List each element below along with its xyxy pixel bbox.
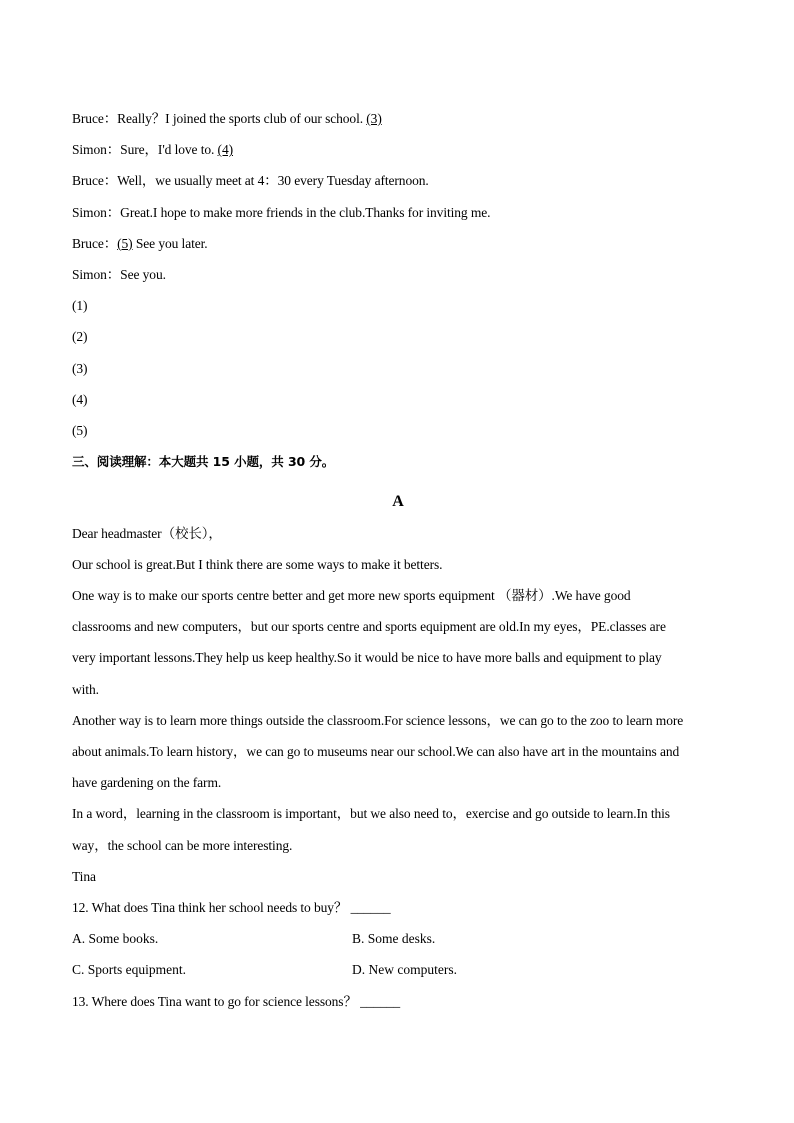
blank-marker: (5) <box>117 235 133 251</box>
dialogue-text: See you later. <box>132 235 208 251</box>
document-page <box>72 103 724 1017</box>
option-c: C. Sports equipment. <box>72 962 186 978</box>
passage-line: One way is to make our sports centre better and get more new sports equipment （器材）.We have good <box>72 588 631 604</box>
passage-line: classrooms and new computers，but our sports centre and sports equipment are old.In my eyes，PE.classes are <box>72 619 666 635</box>
dialogue-line-4 <box>72 197 724 228</box>
question-text: Where does Tina want to go for science lessons？ ______ <box>88 993 401 1009</box>
blank-marker: (3) <box>366 111 382 126</box>
answer-line-5: (5) <box>72 423 88 439</box>
options-row-1 <box>72 923 724 954</box>
passage-line: about animals.To learn history，we can go to museums near our school.We can also have art in the mountains and <box>72 744 680 760</box>
speaker: Bruce： <box>72 173 118 189</box>
passage-line: way，the school can be more interesting. <box>72 837 293 853</box>
speaker: Simon： <box>72 267 121 283</box>
option-d: D. New computers. <box>352 962 457 978</box>
blank-marker: (4) <box>217 142 233 158</box>
passage-signature: Tina <box>72 868 96 884</box>
answer-line-4: (4) <box>72 391 88 407</box>
dialogue-text: Really？I joined the sports club of our school. <box>117 111 367 126</box>
question-12 <box>72 892 724 923</box>
passage-line: very important lessons.They help us keep healthy.So it would be nice to have more balls and equipment to play <box>72 650 662 666</box>
dialogue-text: Sure，I'd love to. <box>120 142 218 158</box>
options-row-2 <box>72 954 724 985</box>
passage-line: In a word，learning in the classroom is important，but we also need to，exercise and go outside to learn.In this <box>72 806 670 822</box>
option-b: B. Some desks. <box>352 931 436 947</box>
answer-line-1: (1) <box>72 298 88 314</box>
question-text: What does Tina think her school needs to buy？ ______ <box>88 900 391 916</box>
speaker: Bruce： <box>72 111 118 126</box>
dialogue-text: See you. <box>120 267 166 283</box>
answer-line-2: (2) <box>72 329 88 345</box>
passage-line: Our school is great.But I think there are some ways to make it betters. <box>72 556 443 572</box>
speaker: Simon： <box>72 142 121 158</box>
dialogue-line-1 <box>72 103 724 134</box>
passage-line: with. <box>72 681 99 697</box>
passage-title: A <box>392 493 404 511</box>
dialogue-text: Well，we usually meet at 4：30 every Tuesday afternoon. <box>117 173 429 189</box>
dialogue-line-2 <box>72 134 724 165</box>
passage-line: Dear headmaster（校长）， <box>72 525 222 541</box>
passage-line: Another way is to learn more things outside the classroom.For science lessons，we can go to the zoo to learn more <box>72 712 684 728</box>
passage-line: have gardening on the farm. <box>72 775 222 791</box>
option-a: A. Some books. <box>72 931 159 947</box>
dialogue-line-6 <box>72 259 724 290</box>
dialogue-line-5 <box>72 228 724 259</box>
speaker: Bruce： <box>72 235 118 251</box>
section-heading: 三、阅读理解：本大题共 15 小题，共 30 分。 <box>72 454 335 470</box>
question-number: 13. <box>72 993 89 1009</box>
question-number: 12. <box>72 900 89 916</box>
question-13 <box>72 986 724 1017</box>
speaker: Simon： <box>72 204 121 220</box>
answer-line-3: (3) <box>72 360 88 376</box>
dialogue-text: Great.I hope to make more friends in the club.Thanks for inviting me. <box>120 204 491 220</box>
dialogue-line-3 <box>72 165 724 196</box>
